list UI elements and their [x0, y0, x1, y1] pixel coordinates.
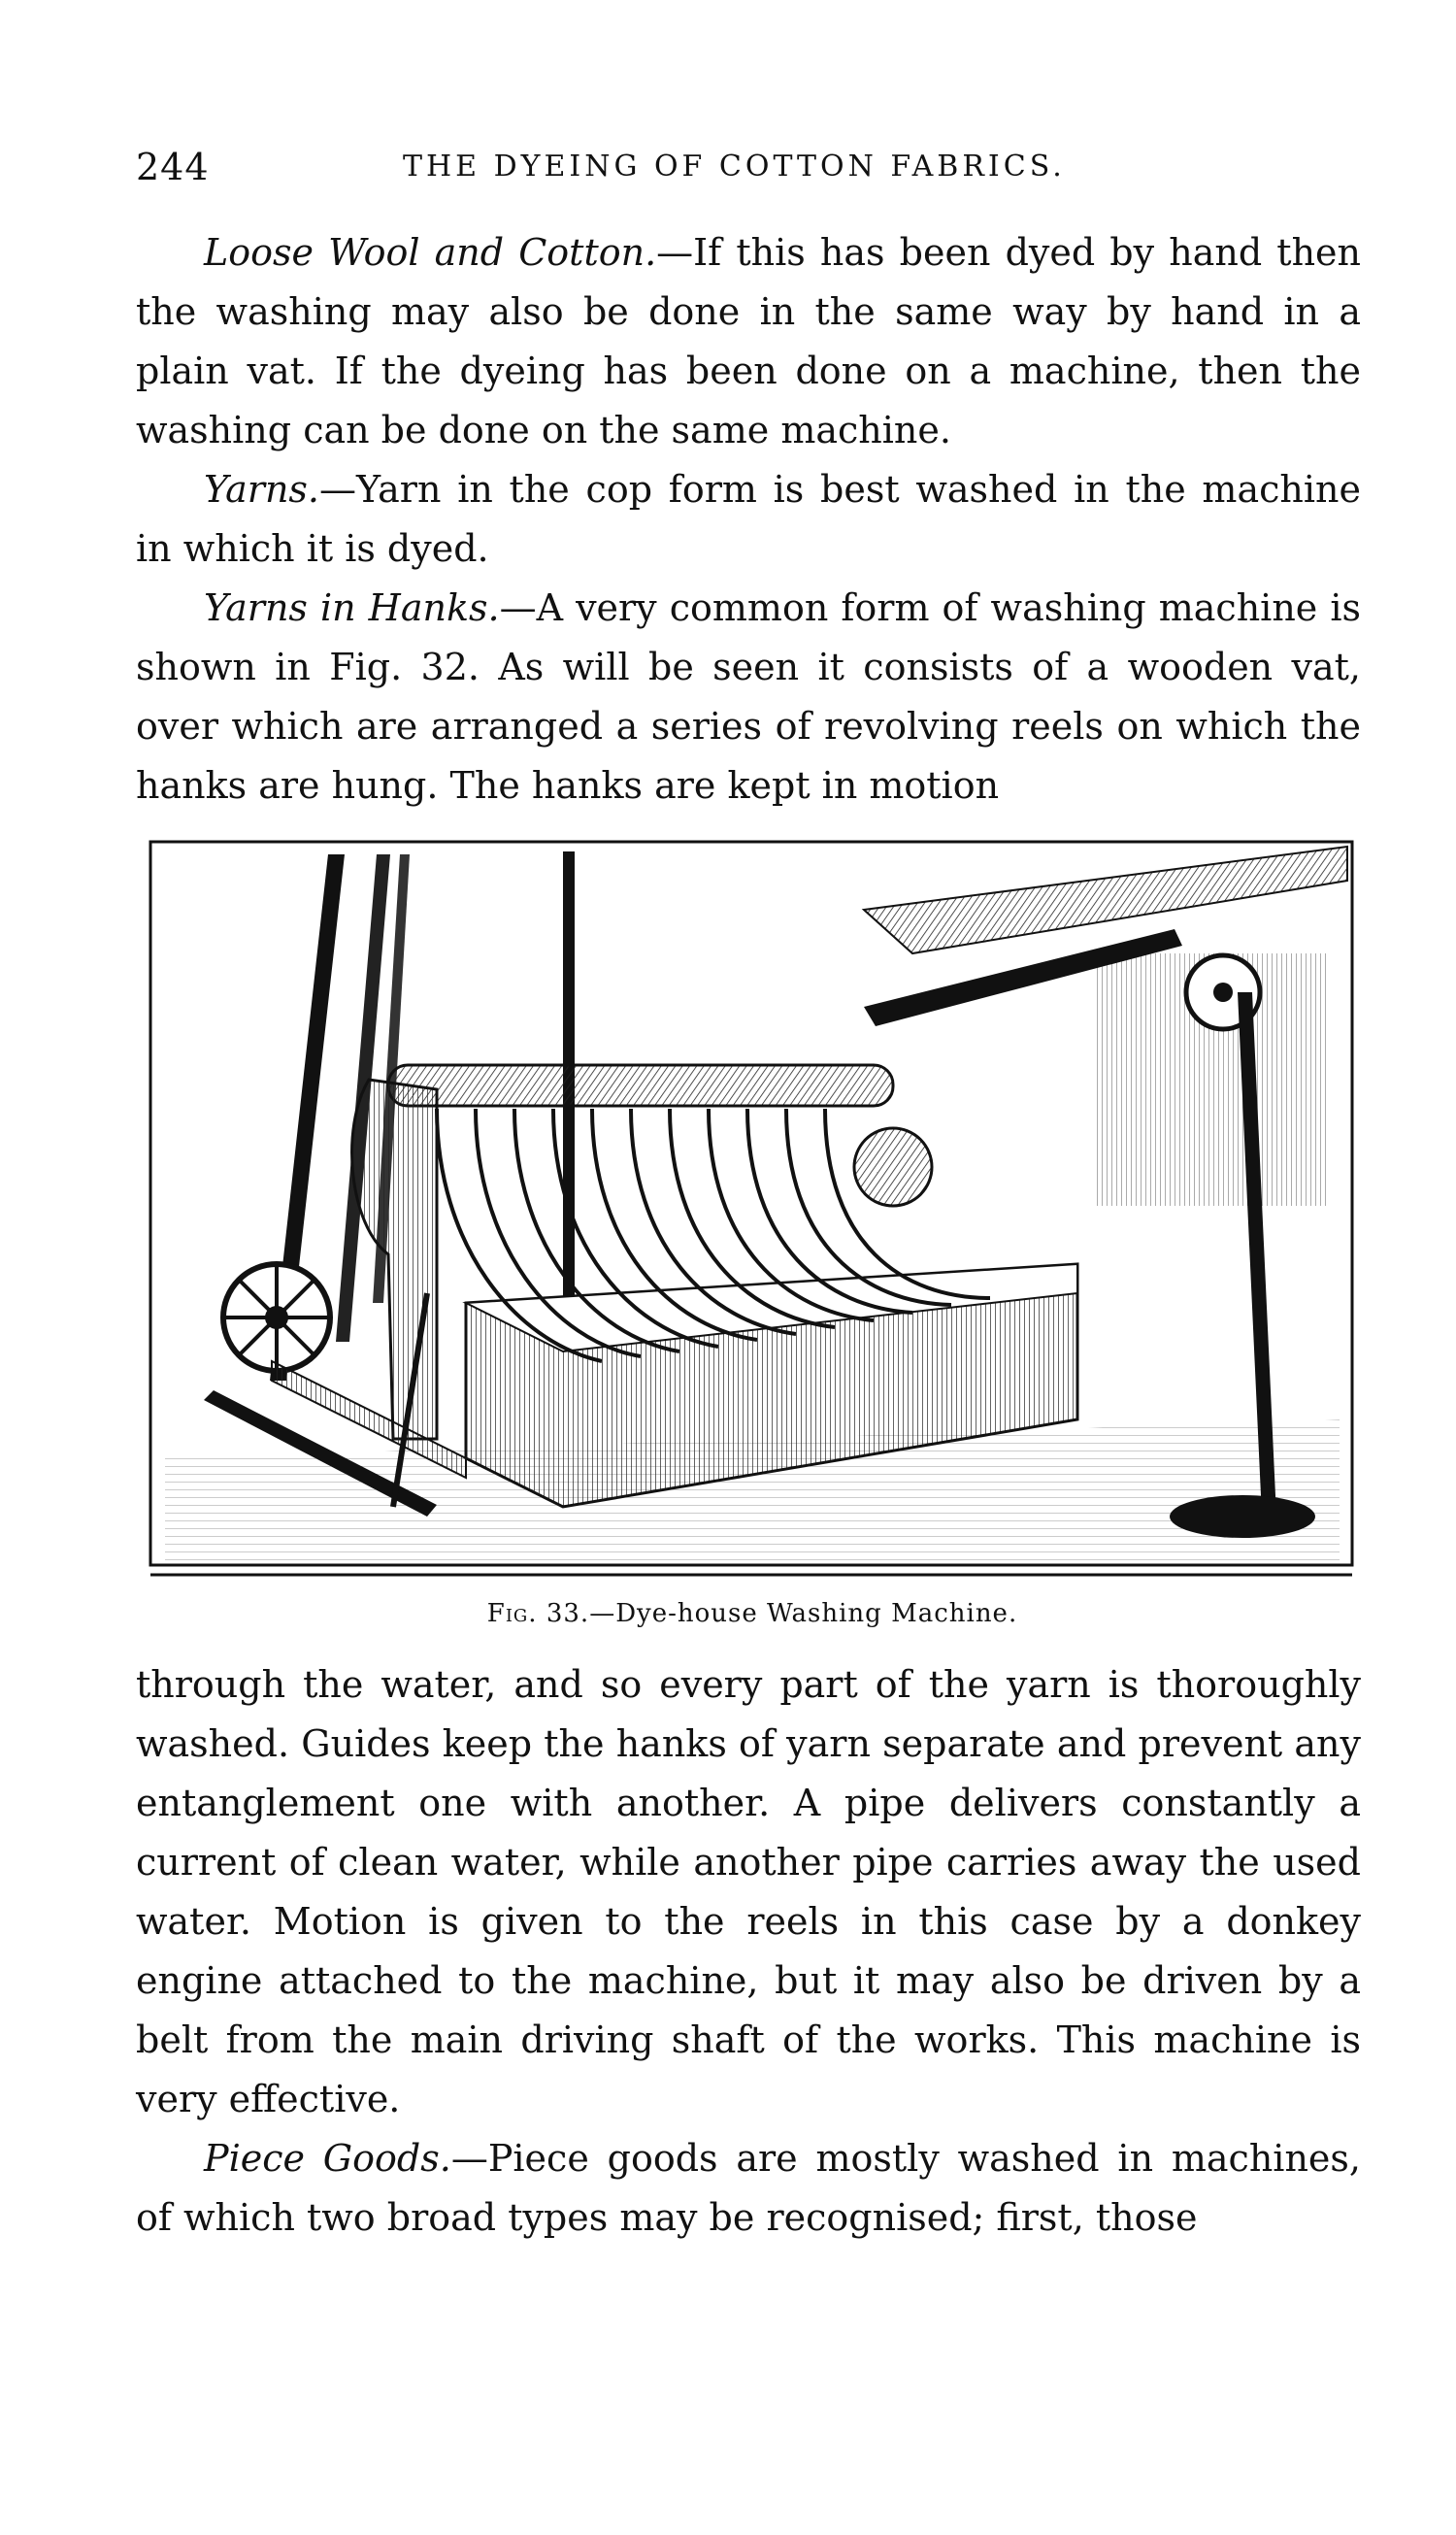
running-head-title: THE DYEING OF COTTON FABRICS.	[403, 150, 1066, 183]
paragraph-lead: Piece Goods.	[204, 2137, 451, 2180]
paragraph-lead: Loose Wool and Cotton.	[204, 231, 657, 274]
washing-machine-illustration	[146, 837, 1359, 1594]
paragraph-piece-goods	[136, 2129, 1361, 2248]
text-block-top	[136, 223, 1361, 816]
text-block-bottom	[136, 1655, 1361, 2248]
floor-pulley	[1170, 1495, 1315, 1538]
figure-caption	[146, 1599, 1359, 1628]
paragraph-yarns-in-hanks	[136, 579, 1361, 816]
paragraph-text: —If this has been dyed by hand then the washing may also be done in the same way by hand in a plain vat. If the dyeing has been done on a machine, then the washing can be done on the same machine.	[136, 231, 1362, 451]
paragraph-lead: Yarns in Hanks.	[204, 586, 500, 629]
paragraph-lead: Yarns.	[204, 468, 320, 511]
running-head	[136, 146, 1359, 194]
paragraph-text: —Yarn in the cop form is best washed in the machine in which it is dyed.	[136, 468, 1361, 570]
paragraph-text: —A very common form of washing machine is shown in Fig. 32. As will be seen it consists of a wooden vat, over which are arranged a series of revolving reels on which the hanks are hung. The hanks are kept in motion	[136, 586, 1361, 807]
page-number: 244	[136, 146, 210, 188]
figure-label: Fig. 33.	[486, 1599, 590, 1628]
paragraph-text: through the water, and so every part of the yarn is thoroughly washed. Guides keep the hanks of yarn separate and prevent any entanglement one with another. A pipe delivers constantly a current of clean water, while another pipe carries away the used water. Motion is given to the reels in this case by a donkey engine attached to the machine, but it may also be driven by a belt from the main driving shaft of the works. This machine is very effective.	[136, 1663, 1361, 2120]
gear-wheel	[854, 1128, 932, 1206]
top-roller	[388, 1065, 893, 1106]
paragraph-loose-wool	[136, 223, 1361, 460]
figure-washing-machine	[146, 837, 1359, 1628]
paragraph-continuation	[136, 1655, 1361, 2129]
paragraph-text: —Piece goods are mostly washed in machines, of which two broad types may be recognised; first, those	[136, 2137, 1361, 2239]
figure-caption-text: —Dye-house Washing Machine.	[589, 1599, 1018, 1628]
paragraph-yarns	[136, 460, 1361, 579]
